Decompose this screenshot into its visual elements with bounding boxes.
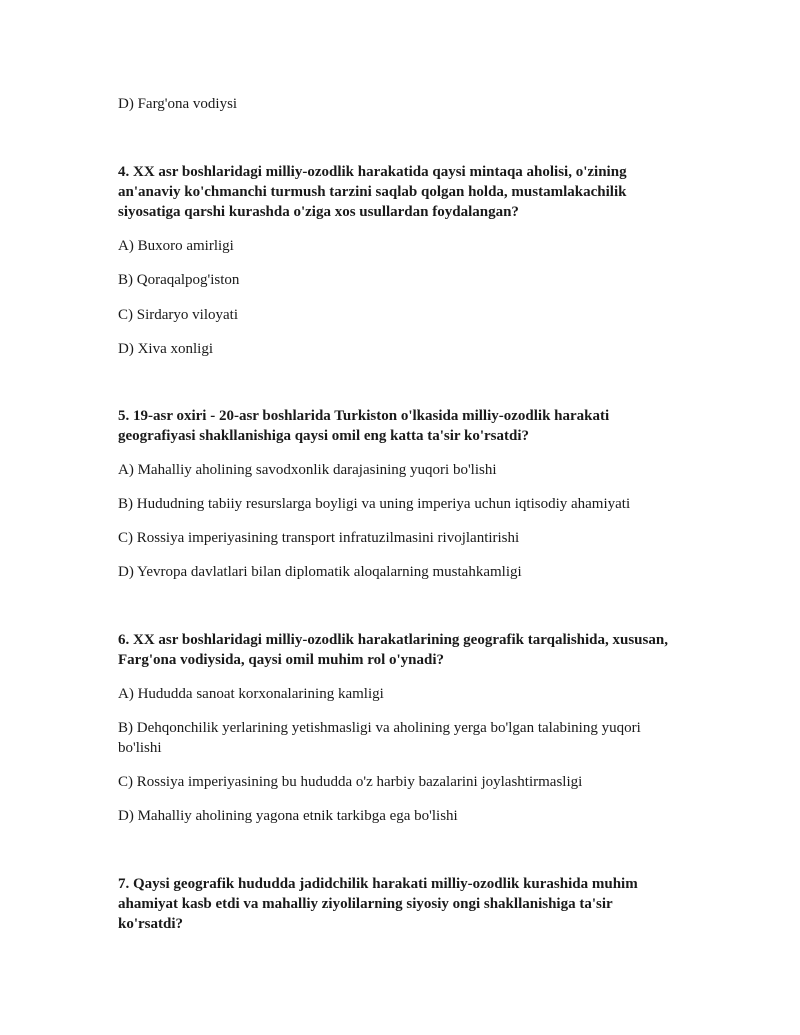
option-item: C) Sirdaryo viloyati: [118, 307, 238, 323]
option-item: C) Rossiya imperiyasining transport infratuzilmasini rivojlantirishi: [118, 530, 520, 546]
option-item: D) Mahalliy aholining yagona etnik tarkibga ega bo'lishi: [118, 808, 458, 824]
option-item: D) Farg'ona vodiysi: [118, 96, 238, 112]
option-item: D) Yevropa davlatlari bilan diplomatik aloqalarning mustahkamligi: [118, 564, 522, 580]
option-item: B) Hududning tabiiy resurslarga boyligi va uning imperiya uchun iqtisodiy ahamiyati: [118, 496, 631, 512]
option-item: A) Mahalliy aholining savodxonlik darajasining yuqori bo'lishi: [118, 462, 497, 478]
question-text: 5. 19-asr oxiri - 20-asr boshlarida Turkiston o'lkasida milliy-ozodlik harakati geografiyasi shakllanishiga qaysi omil eng katta ta'sir ko'rsatdi?: [118, 408, 610, 444]
question-text: 4. XX asr boshlaridagi milliy-ozodlik harakatida qaysi mintaqa aholisi, o'zining an'anaviy ko'chmanchi turmush tarzini saqlab qolgan holda, mustamlakachilik siyosatiga qarshi kurashda o'ziga xos usullardan foydalangan?: [118, 164, 627, 220]
option-item: A) Hududda sanoat korxonalarining kamligi: [118, 686, 384, 702]
question-text: 6. XX asr boshlaridagi milliy-ozodlik harakatlarining geografik tarqalishida, xususan, Farg'ona vodiysida, qaysi omil muhim rol o'ynadi?: [118, 632, 668, 668]
option-item: D) Xiva xonligi: [118, 341, 213, 357]
option-item: B) Qoraqalpog'iston: [118, 272, 240, 288]
option-item: B) Dehqonchilik yerlarining yetishmasligi va aholining yerga bo'lgan talabining yuqori bo'lishi: [118, 720, 641, 756]
option-item: C) Rossiya imperiyasining bu hududda o'z harbiy bazalarini joylashtirmasligi: [118, 774, 583, 790]
option-item: A) Buxoro amirligi: [118, 238, 234, 254]
question-text: 7. Qaysi geografik hududda jadidchilik harakati milliy-ozodlik kurashida muhim ahamiyat kasb etdi va mahalliy ziyolilarning siyosiy ongi shakllanishiga ta'sir ko'rsatdi?: [118, 876, 638, 932]
